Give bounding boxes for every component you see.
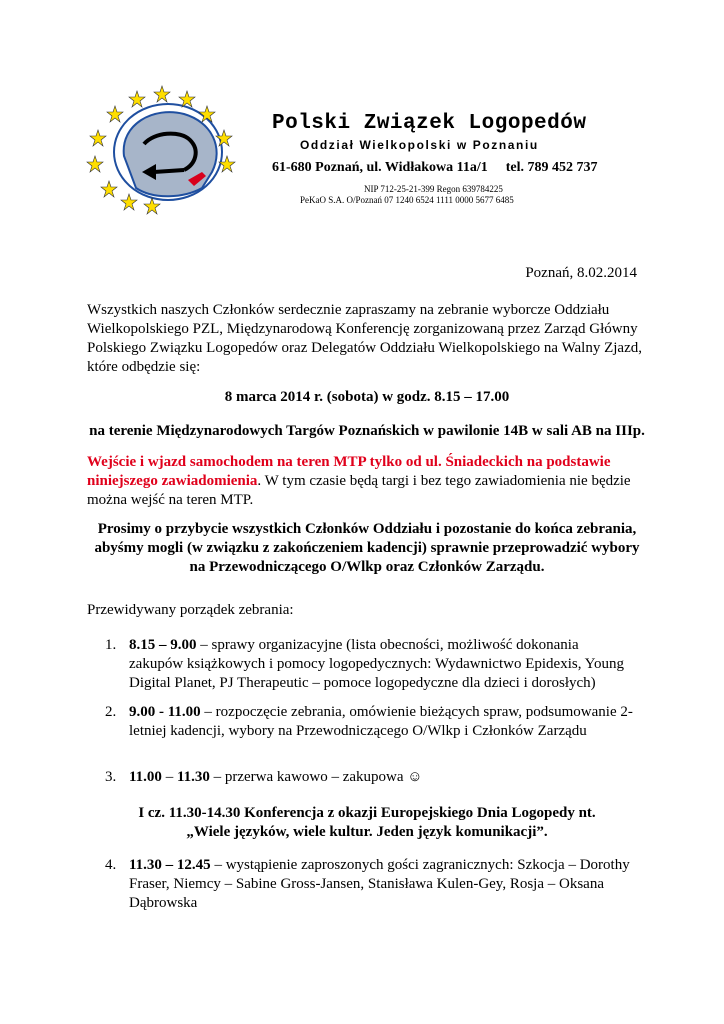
agenda-item-text: – rozpoczęcie zebrania, omówienie bieżących spraw, podsumowanie 2-letniej kadencji, wybory na Przewodniczącego O/Wlkp i Członków Zarządu xyxy=(129,704,633,739)
agenda-item-number: 2. xyxy=(105,704,117,720)
agenda-item-number: 1. xyxy=(105,637,117,653)
agenda-item-number: 3. xyxy=(105,769,117,785)
agenda-item xyxy=(105,856,635,913)
agenda-title: Przewidywany porządek zebrania: xyxy=(87,602,294,618)
agenda-item-time: 8.15 – 9.00 xyxy=(129,637,197,653)
organization-name: Polski Związek Logopedów xyxy=(272,112,587,135)
branch-name: Oddział Wielkopolski w Poznaniu xyxy=(300,138,539,152)
pzl-logo xyxy=(84,84,242,216)
agenda-item-time: 9.00 - 11.00 xyxy=(129,704,201,720)
entry-notice-highlight: Wejście i wjazd samochodem na teren MTP tylko od ul. Śniadeckich na podstawie niniejszego zawiadomienia xyxy=(87,454,611,489)
attendance-request: Prosimy o przybycie wszystkich Członków Oddziału i pozostanie do końca zebrania, abyśmy mogli (w związku z zakończeniem kadencji) sprawnie przeprowadzić wybory na Przewodniczącego O/Wlkp oraz Członków Zarządu. xyxy=(94,521,640,575)
agenda-item-text: – sprawy organizacyjne (lista obecności, możliwość dokonania zakupów książkowych i pomocy logopedycznych: Wydawnictwo Epidexis, Young Digital Planet, PJ Therapeutic – pomoce logopedyczne dla dzieci i dorosłych) xyxy=(129,637,624,691)
agenda-item-text: – xyxy=(161,769,177,785)
conference-line-1 xyxy=(87,804,647,823)
bank-account: PeKaO S.A. O/Poznań 07 1240 6524 1111 0000 5677 6485 xyxy=(300,195,514,205)
agenda-item xyxy=(105,768,635,787)
phone: tel. 789 452 737 xyxy=(505,160,598,175)
agenda-item-time: 11.00 xyxy=(129,769,162,785)
agenda-item xyxy=(105,636,635,693)
event-place: na terenie Międzynarodowych Targów Poznańskich w pawilonie 14B w sali AB na IIIp. xyxy=(89,423,645,439)
agenda-item-text: – wystąpienie zaproszonych gości zagranicznych: Szkocja – Dorothy Fraser, Niemcy – Sabine Gross-Jansen, Stanisława Kulen-Gey, Rosja – Oksana Dąbrowska xyxy=(129,857,630,911)
intro-paragraph: Wszystkich naszych Członków serdecznie zapraszamy na zebranie wyborcze Oddziału Wielkopolskiego PZL, Międzynarodową Konferencję zorganizowaną przez Zarząd Główny Polskiego Związku Logopedów oraz Delegatów Oddziału Wielkopolskiego na Walny Zjazd, które odbędzie się: xyxy=(87,302,642,375)
conference-title: . 11.30-14.30 Konferencja z okazji Europejskiego Dnia Logopedy nt. xyxy=(161,805,596,821)
event-date: 8 marca 2014 r. (sobota) w godz. 8.15 – 17.00 xyxy=(224,389,510,405)
nip-regon: NIP 712-25-21-399 Regon 639784225 xyxy=(364,184,503,194)
conference-announcement xyxy=(87,804,647,842)
address-line xyxy=(272,160,598,176)
agenda-item-time: 11.30 – 12.45 xyxy=(129,857,211,873)
conference-part: I cz xyxy=(138,805,162,821)
entry-notice-rest: . W tym czasie będą targi i bez tego zawiadomienia nie będzie można wejść na teren MTP. xyxy=(87,473,631,508)
agenda-item-number: 4. xyxy=(105,857,117,873)
agenda-item-time-end: 11.30 xyxy=(176,769,210,785)
entry-notice xyxy=(87,453,647,510)
agenda-item-text-end: – przerwa kawowo – zakupowa ☺ xyxy=(209,769,423,785)
agenda-item xyxy=(105,703,635,741)
conference-line-2: „Wiele języków, wiele kultur. Jeden język komunikacji”. xyxy=(186,824,548,840)
address: 61-680 Poznań, ul. Widłakowa 11a/1 xyxy=(272,160,488,175)
letter-date: Poznań, 8.02.2014 xyxy=(525,265,637,281)
